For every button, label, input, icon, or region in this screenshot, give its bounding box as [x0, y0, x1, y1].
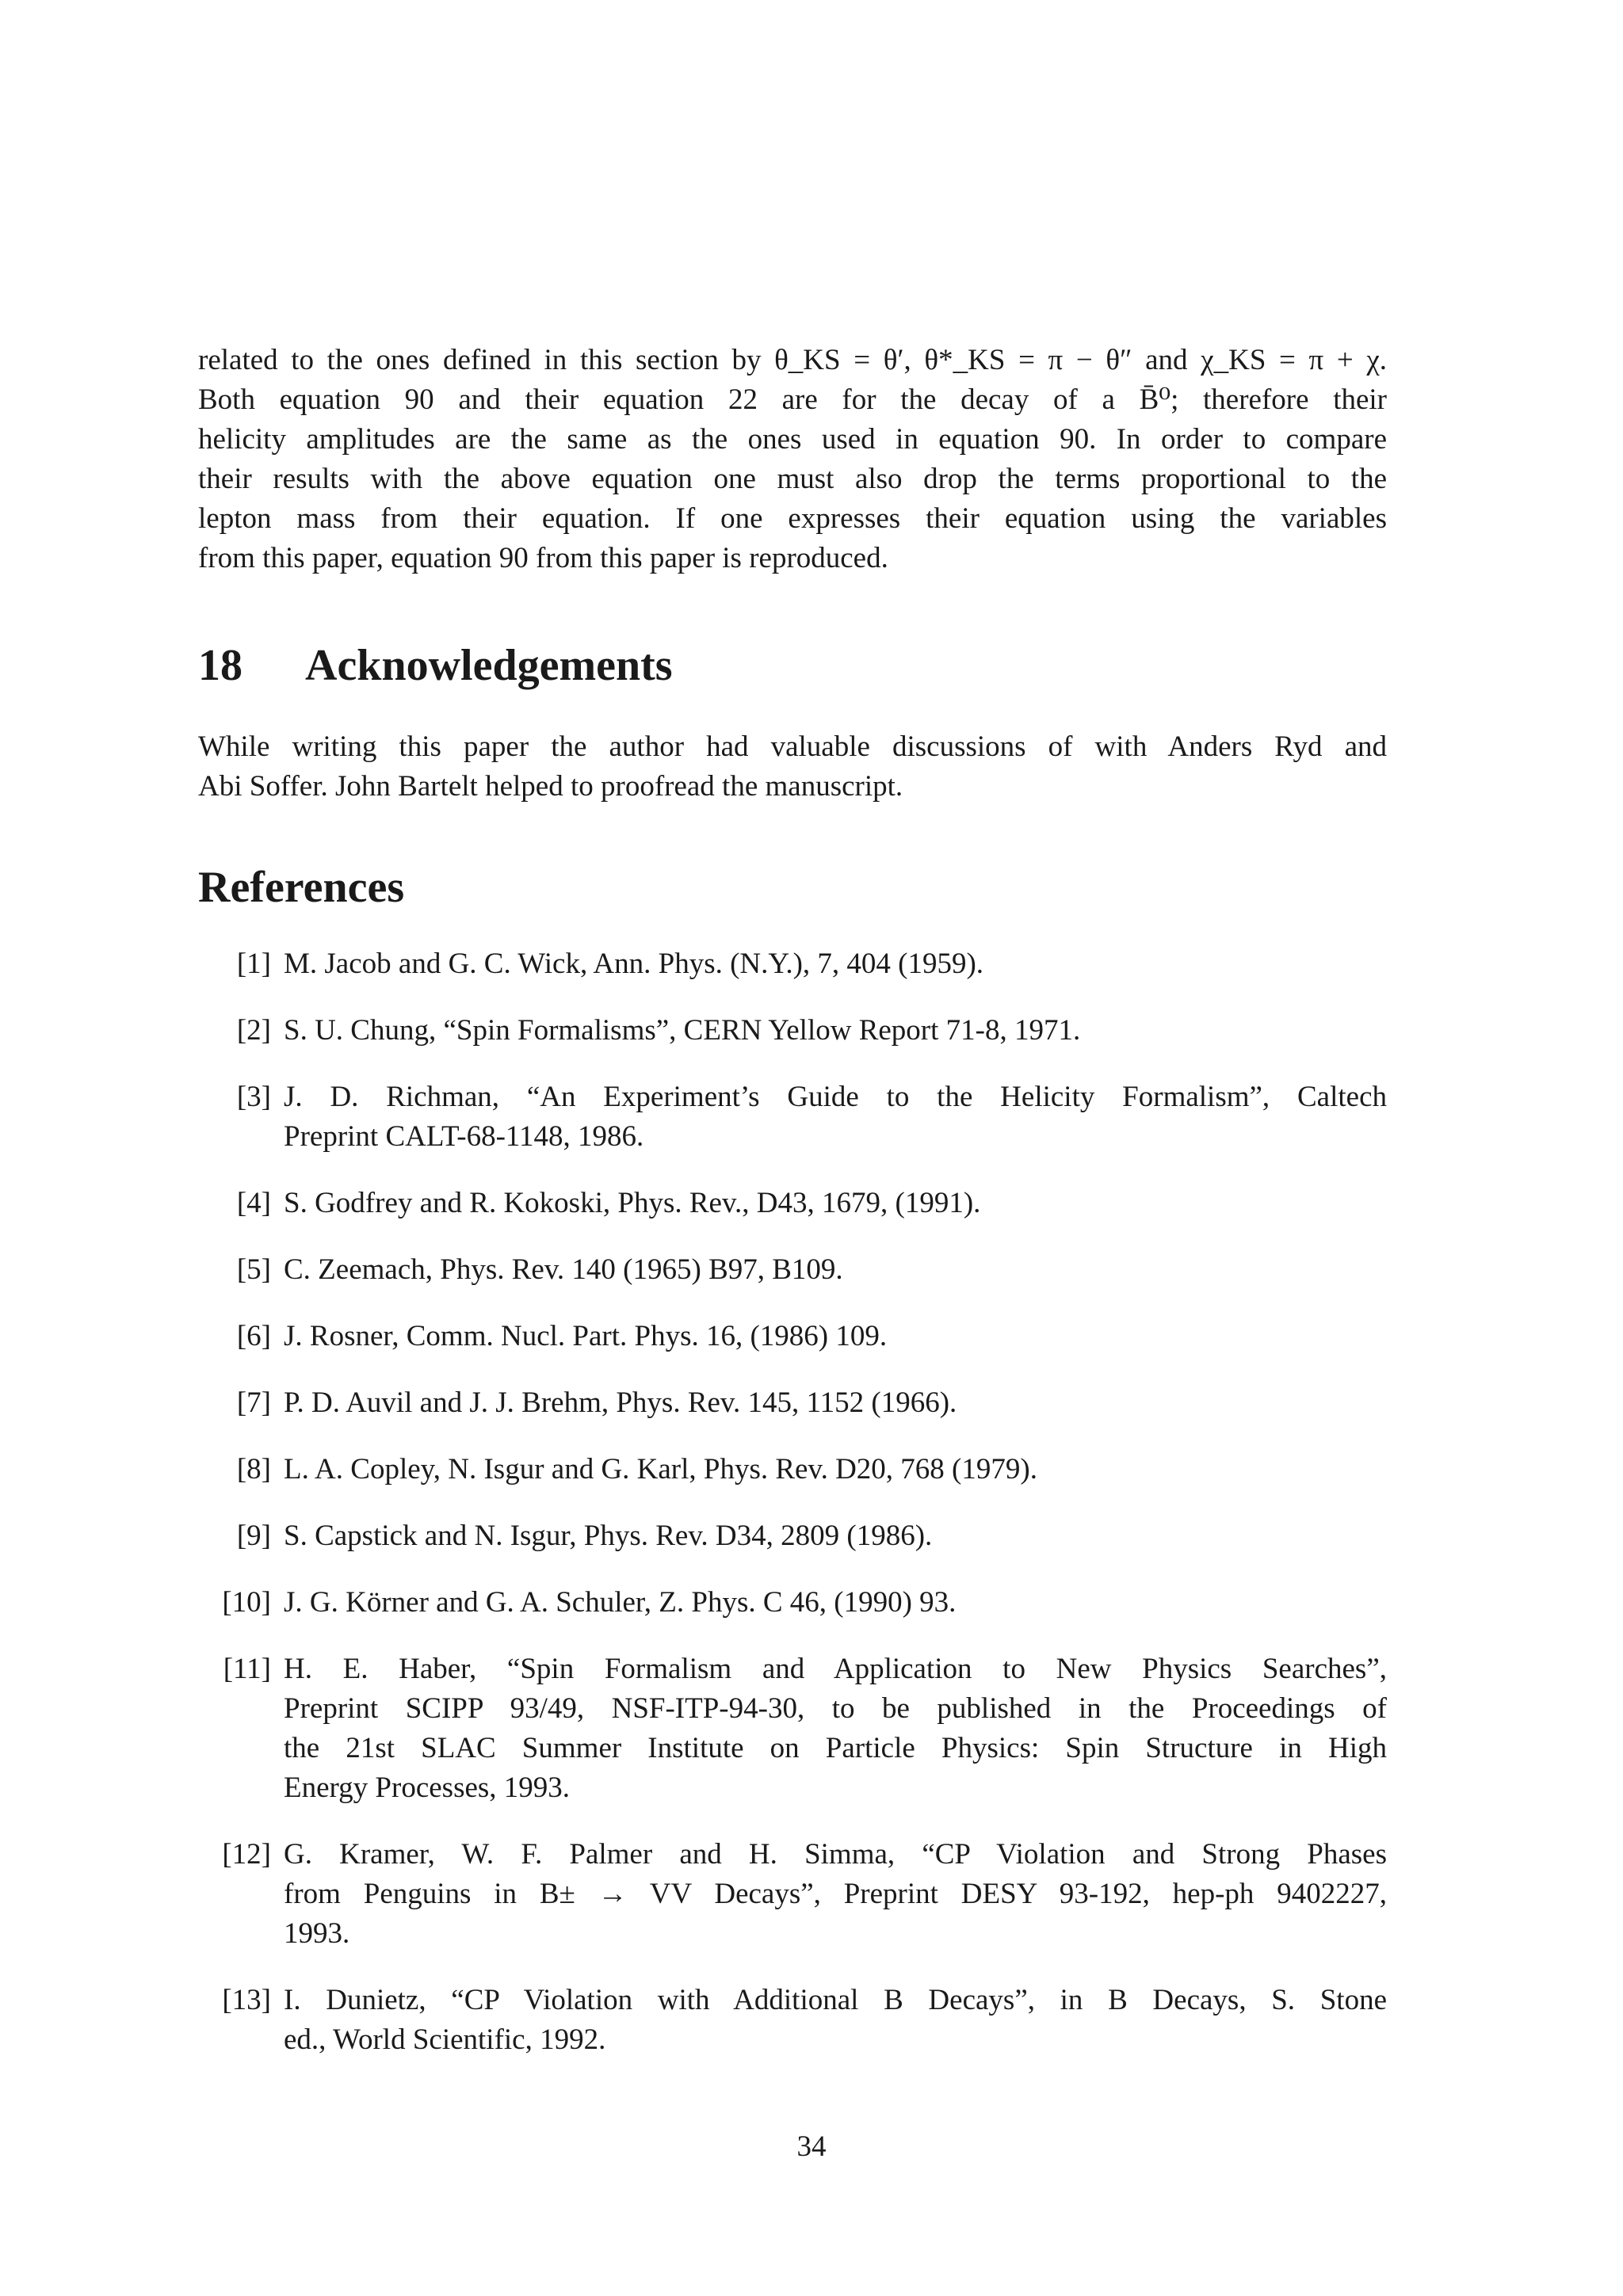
reference-label: [5] [236, 1253, 271, 1286]
reference-line: ed., World Scientific, 1992. [284, 2023, 606, 2056]
reference-label: [6] [236, 1320, 271, 1352]
reference-line: Preprint SCIPP 93/49, NSF-ITP-94-30, to be published in the Proceedings of [284, 1692, 1387, 1725]
reference-label: [10] [222, 1586, 271, 1619]
reference-item [198, 1184, 1387, 1223]
reference-label: [8] [236, 1453, 271, 1486]
reference-line: the 21st SLAC Summer Institute on Particle Physics: Spin Structure in High [284, 1732, 1387, 1764]
reference-line: P. D. Auvil and J. J. Brehm, Phys. Rev. 145, 1152 (1966). [284, 1386, 957, 1419]
references-list [198, 944, 1387, 2087]
ack-line-1: While writing this paper the author had valuable discussions of with Anders Ryd and [198, 730, 1387, 763]
intro-line-4: their results with the above equation one must also drop the terms proportional to the [198, 463, 1387, 495]
intro-text [198, 341, 1387, 578]
reference-label: [9] [236, 1520, 271, 1552]
ack-line-2: Abi Soffer. John Bartelt helped to proofread the manuscript. [198, 770, 903, 803]
section-heading [198, 640, 673, 691]
reference-line: C. Zeemach, Phys. Rev. 140 (1965) B97, B109. [284, 1253, 843, 1286]
reference-line: S. U. Chung, “Spin Formalisms”, CERN Yellow Report 71-8, 1971. [284, 1014, 1081, 1047]
acknowledgements-text [198, 727, 1387, 807]
reference-label: [13] [222, 1984, 271, 2016]
intro-line-5: lepton mass from their equation. If one expresses their equation using the variables [198, 502, 1387, 535]
reference-label: [7] [236, 1386, 271, 1419]
section-number: 18 [198, 641, 242, 690]
intro-paragraph [198, 341, 1387, 578]
reference-line: G. Kramer, W. F. Palmer and H. Simma, “CP Violation and Strong Phases [284, 1838, 1387, 1871]
reference-item [198, 944, 1387, 984]
reference-line: J. Rosner, Comm. Nucl. Part. Phys. 16, (1986) 109. [284, 1320, 888, 1352]
reference-item [198, 1835, 1387, 1954]
reference-line: Preprint CALT-68-1148, 1986. [284, 1120, 644, 1153]
reference-line: L. A. Copley, N. Isgur and G. Karl, Phys. Rev. D20, 768 (1979). [284, 1453, 1037, 1486]
reference-line: 1993. [284, 1917, 350, 1950]
section-title: Acknowledgements [305, 641, 673, 690]
reference-label: [2] [236, 1014, 271, 1047]
reference-line: from Penguins in B± → VV Decays”, Preprint DESY 93-192, hep-ph 9402227, [284, 1878, 1387, 1910]
reference-label: [12] [222, 1838, 271, 1871]
reference-item [198, 1650, 1387, 1808]
reference-item [198, 1450, 1387, 1489]
reference-line: M. Jacob and G. C. Wick, Ann. Phys. (N.Y.), 7, 404 (1959). [284, 948, 984, 980]
intro-line-2: Both equation 90 and their equation 22 are for the decay of a B̄⁰; therefore their [198, 383, 1387, 416]
acknowledgements-paragraph [198, 727, 1387, 807]
reference-label: [4] [236, 1187, 271, 1219]
intro-line-6: from this paper, equation 90 from this paper is reproduced. [198, 542, 888, 574]
reference-line: H. E. Haber, “Spin Formalism and Application to New Physics Searches”, [284, 1653, 1387, 1685]
reference-line: S. Godfrey and R. Kokoski, Phys. Rev., D43, 1679, (1991). [284, 1187, 981, 1219]
reference-label: [11] [223, 1653, 271, 1685]
intro-line-1: related to the ones defined in this section by θ_KS = θ′, θ*_KS = π − θ″ and χ_KS = π + χ. [198, 344, 1387, 376]
reference-line: S. Capstick and N. Isgur, Phys. Rev. D34, 2809 (1986). [284, 1520, 933, 1552]
reference-item [198, 1011, 1387, 1051]
reference-item [198, 1516, 1387, 1556]
reference-line: Energy Processes, 1993. [284, 1772, 571, 1804]
page-number: 34 [796, 2130, 827, 2163]
reference-line: J. G. Körner and G. A. Schuler, Z. Phys. C 46, (1990) 93. [284, 1586, 957, 1619]
reference-item [198, 1981, 1387, 2060]
reference-item [198, 1250, 1387, 1290]
reference-item [198, 1383, 1387, 1423]
reference-item [198, 1077, 1387, 1157]
intro-line-3: helicity amplitudes are the same as the ones used in equation 90. In order to compare [198, 423, 1387, 456]
reference-line: J. D. Richman, “An Experiment’s Guide to the Helicity Formalism”, Caltech [284, 1081, 1387, 1113]
reference-label: [3] [236, 1081, 271, 1113]
references-title: References [198, 863, 405, 912]
reference-label: [1] [236, 948, 271, 980]
reference-line: I. Dunietz, “CP Violation with Additional B Decays”, in B Decays, S. Stone [284, 1984, 1387, 2016]
reference-item [198, 1317, 1387, 1356]
references-heading [198, 862, 404, 913]
reference-item [198, 1583, 1387, 1623]
